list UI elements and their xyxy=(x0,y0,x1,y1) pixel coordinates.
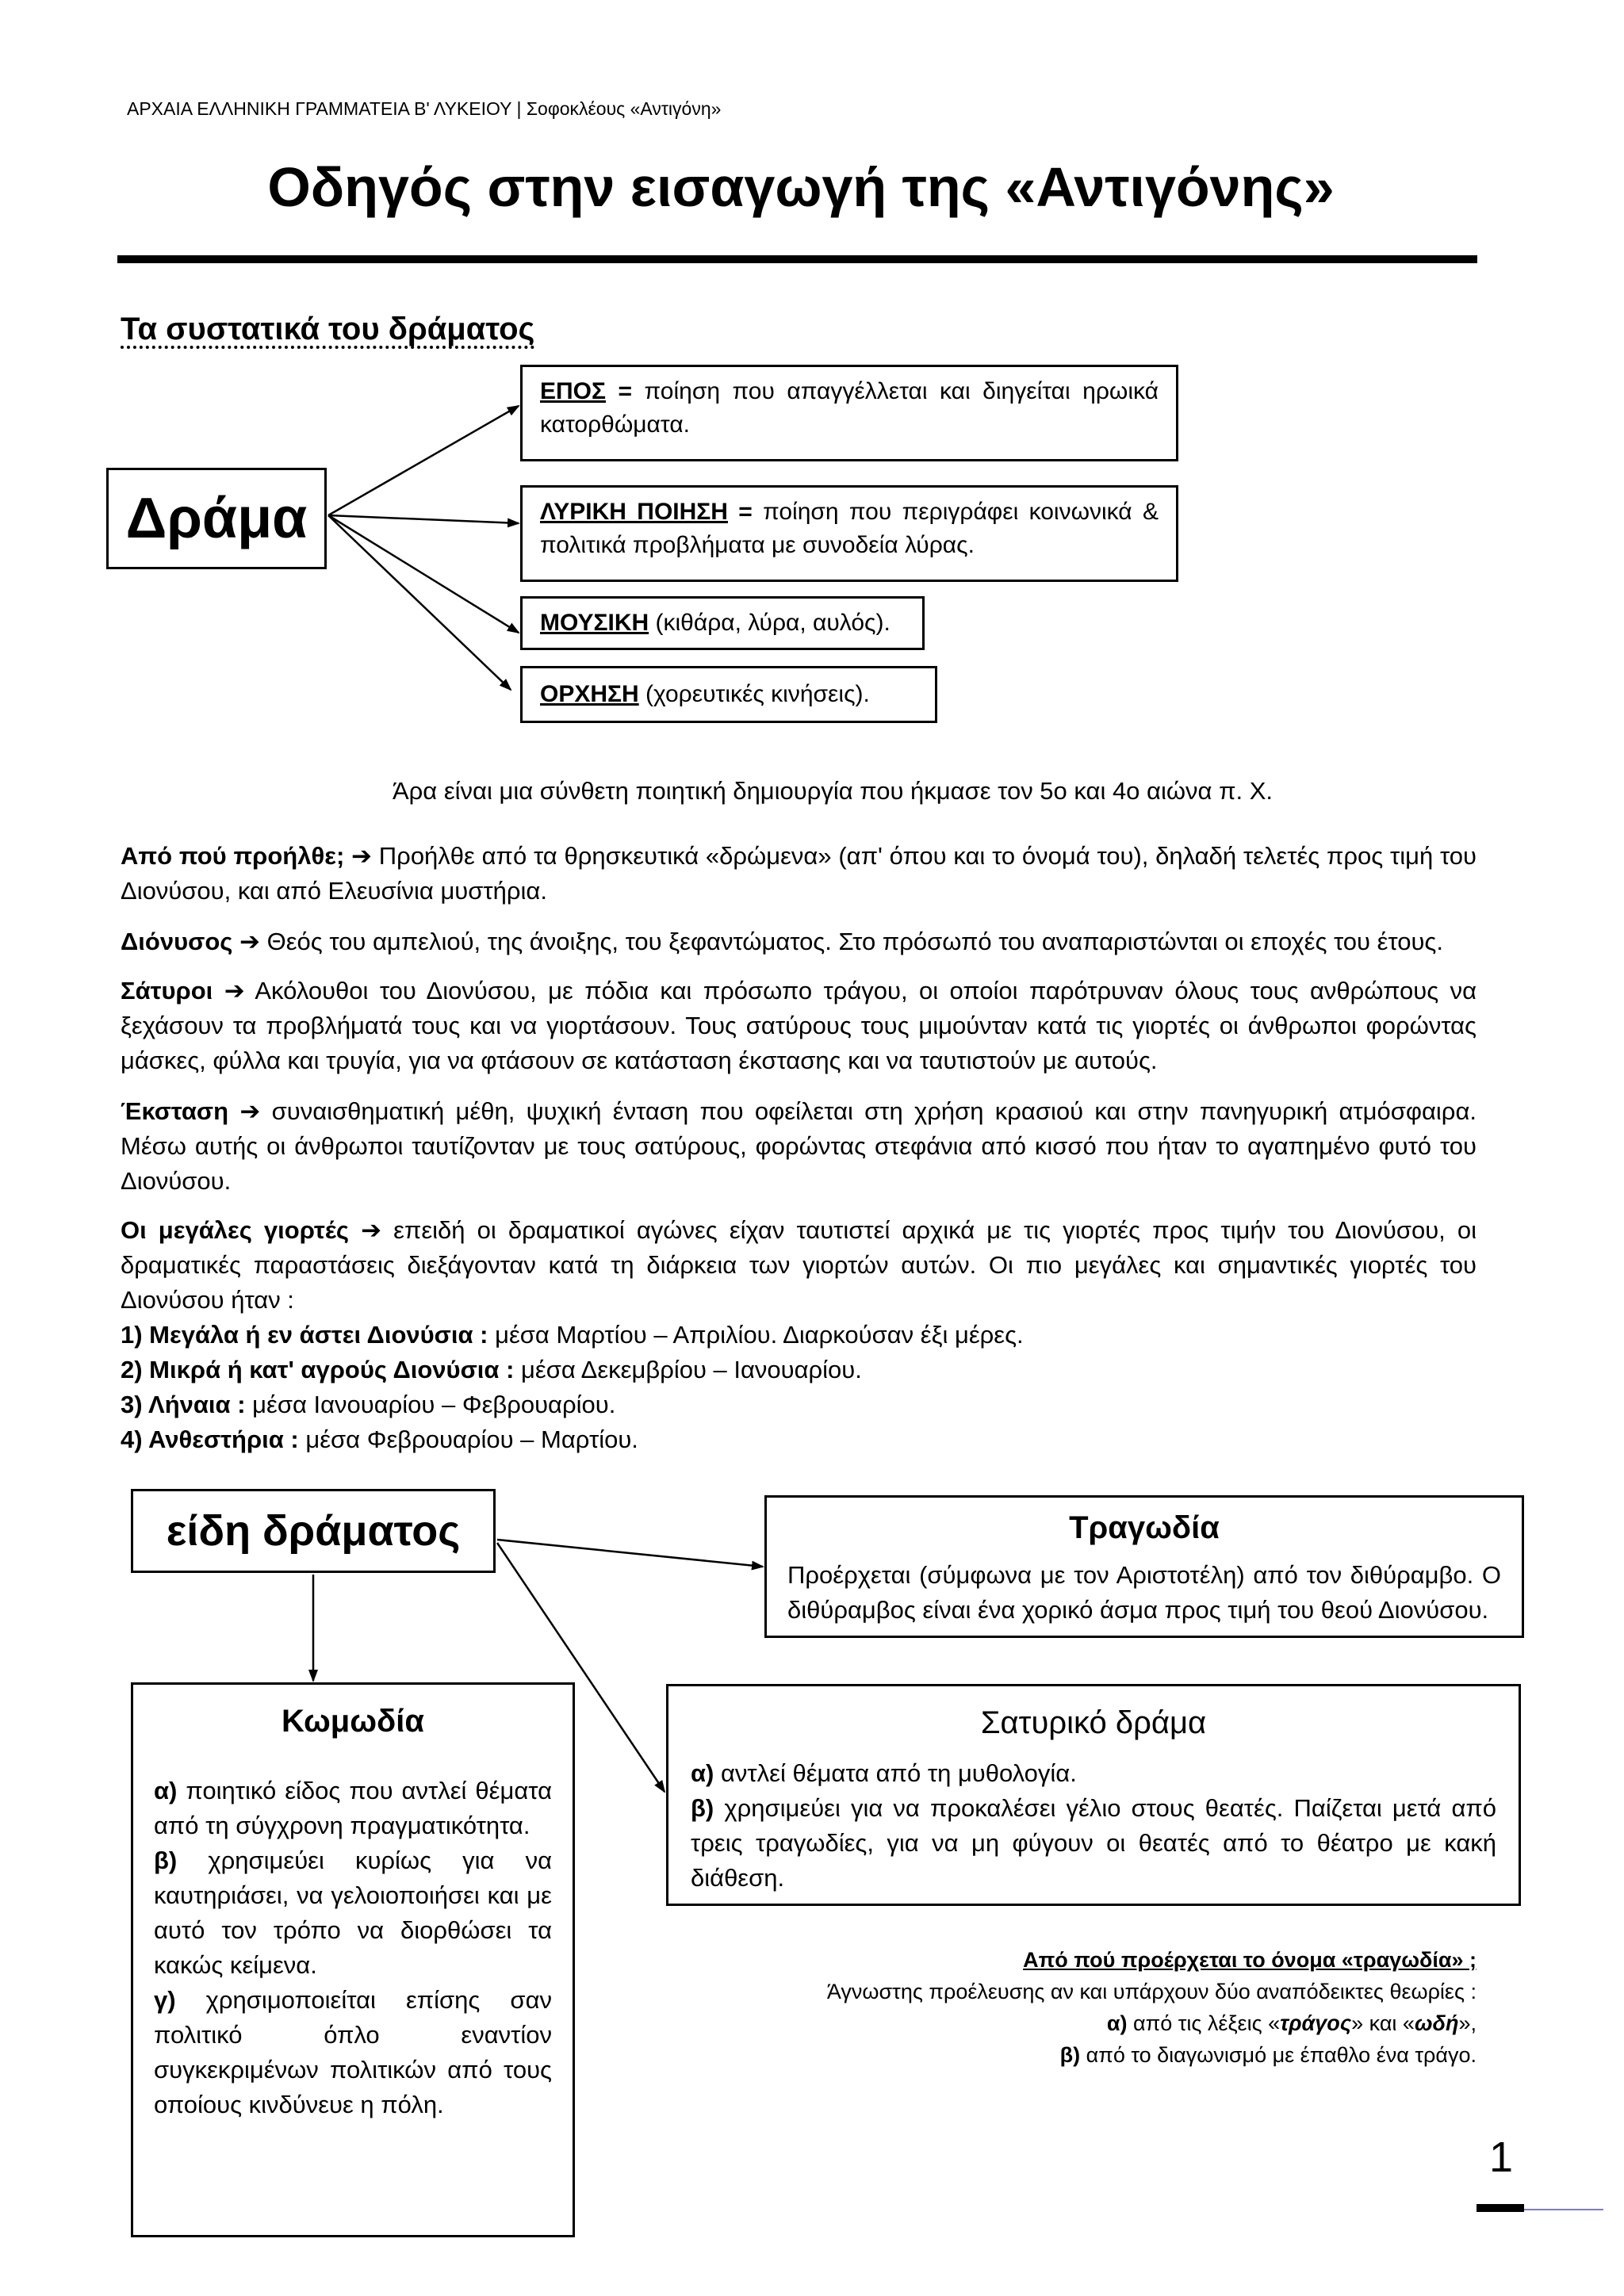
marker: γ) xyxy=(154,1986,176,2014)
text: » και « xyxy=(1351,2011,1415,2035)
arrow-icon: ➔ xyxy=(239,928,260,955)
term-epos: ΕΠΟΣ xyxy=(540,378,607,404)
arrow-icon: ➔ xyxy=(239,1097,261,1125)
summary-line: Άρα είναι μια σύνθετη ποιητική δημιουργία που ήκμασε τον 5ο και 4ο αιώνα π. Χ. xyxy=(392,777,1273,805)
comedy-item xyxy=(154,1983,552,2122)
origin-block xyxy=(714,1944,1477,2071)
satyr-title: Σατυρικό δράμα xyxy=(980,1705,1207,1740)
definition-epos: ποίηση που απαγγέλλεται και διηγείται ηρωικά κατορθώματα. xyxy=(540,378,1159,438)
paragraph-dionysus xyxy=(121,924,1477,959)
marker: α) xyxy=(154,1777,178,1804)
equals: = xyxy=(727,499,764,525)
arrow-to-dance xyxy=(328,515,511,690)
section-heading: Τα συστατικά του δράματος xyxy=(121,312,535,346)
paragraph-origin xyxy=(121,839,1477,909)
tragedy-text: Προέρχεται (σύμφωνα με τον Αριστοτέλη) από τον διθύραμβο. Ο διθύραμβος είναι ένα χορικό άσμα προς τιμή του θεού Διονύσου. xyxy=(787,1561,1501,1624)
label: Έκσταση xyxy=(121,1097,229,1125)
equals: = xyxy=(606,378,645,404)
footer-rule xyxy=(1477,2204,1524,2212)
arrow-icon: ➔ xyxy=(351,842,373,870)
festival-name: 2) Μικρά ή κατ' αγρούς Διονύσια : xyxy=(121,1356,515,1383)
page-title: Οδηγός στην εισαγωγή της «Αντιγόνης» xyxy=(267,156,1335,218)
satyr-item xyxy=(691,1791,1496,1896)
comedy-item xyxy=(154,1843,552,1983)
marker: α) xyxy=(1106,2011,1128,2035)
footer-rule-thin xyxy=(1524,2209,1603,2210)
term-dance: ΟΡΧΗΣΗ xyxy=(540,681,639,707)
festival-item xyxy=(121,1387,1477,1422)
comedy-item xyxy=(154,1774,552,1843)
arrow-to-tragedy xyxy=(497,1540,763,1567)
label: Από πού προήλθε; xyxy=(121,842,345,870)
term-lyric: ΛΥΡΙΚΗ ΠΟΙΗΣΗ xyxy=(540,499,728,525)
arrow-to-music xyxy=(328,515,519,633)
tragedy-box xyxy=(764,1495,1524,1638)
text: από τις λέξεις « xyxy=(1127,2011,1281,2035)
definition-dance: (χορευτικές κινήσεις). xyxy=(645,681,870,707)
festival-list xyxy=(121,1318,1477,1457)
festival-name: 1) Μεγάλα ή εν άστει Διονύσια : xyxy=(121,1321,488,1349)
marker: α) xyxy=(691,1759,714,1787)
festival-item xyxy=(121,1422,1477,1457)
text: από το διαγωνισμό με έπαθλο ένα τράγο. xyxy=(1080,2043,1477,2067)
text: Προήλθε από τα θρησκευτικά «δρώμενα» (απ' όπου και το όνομά του), δηλαδή τελετές προς τιμή του Διονύσου, και από Ελευσίνια μυστήρια. xyxy=(121,842,1477,905)
text: χρησιμεύει κυρίως για να καυτηριάσει, να γελοιοποιήσει και με αυτό τον τρόπο να διορθώσει τα κακώς κείμενα. xyxy=(154,1846,552,1979)
origin-theory-b xyxy=(714,2039,1477,2071)
festival-name: 3) Λήναια : xyxy=(121,1391,246,1418)
tragedy-title: Τραγωδία xyxy=(1069,1510,1220,1545)
text: συναισθηματική μέθη, ψυχική ένταση που οφείλεται στη χρήση κρασιού και στην πανηγυρική ατμόσφαιρα. Μέσω αυτής οι άνθρωποι ταυτίζονταν με τους σατύρους, φορώντας στεφάνια από κισσό που ήταν το αγαπημένο φυτό του Διονύσου. xyxy=(121,1097,1477,1195)
label: Οι μεγάλες γιορτές xyxy=(121,1216,349,1244)
arrow-to-lyric xyxy=(328,515,519,523)
festival-dates: μέσα Ιανουαρίου – Φεβρουαρίου. xyxy=(245,1391,616,1418)
text: Ακόλουθοι του Διονύσου, με πόδια και πρόσωπο τράγου, οι οποίοι παρότρυναν όλους τους ανθρώπους να ξεχάσουν τα προβλήματά τους και να γιορτάσουν. Τους σατύρους τους μιμούνταν κατά τις γιορτές οι άνθρωποι φορώντας μάσκες, φύλλα και τρυγία, για να φτάσουν σε κατάσταση έκστασης και να ταυτιστούν με αυτούς. xyxy=(121,977,1477,1074)
text: χρησιμοποιείται επίσης σαν πολιτικό όπλο εναντίον συγκεκριμένων πολιτικών από τους οποίους κινδύνευε η πόλη. xyxy=(154,1986,552,2118)
term-music: ΜΟΥΣΙΚΗ xyxy=(540,610,649,636)
origin-question: Από πού προέρχεται το όνομα «τραγωδία» ; xyxy=(1023,1948,1477,1972)
sep xyxy=(649,610,655,636)
word-tragos: τράγος xyxy=(1280,2011,1352,2035)
definition-music: (κιθάρα, λύρα, αυλός). xyxy=(655,610,891,636)
label: Διόνυσος xyxy=(121,928,233,955)
text: επειδή οι δραματικοί αγώνες είχαν ταυτιστεί αρχικά με τις γιορτές προς τιμήν του Διονύσου, οι δραματικές παραστάσεις διεξάγονταν κατά τη διάρκεια των γιορτών αυτών. Οι πιο μεγάλες και σημαντικές γιορτές του Διονύσου ήταν : xyxy=(121,1216,1477,1314)
component-dance xyxy=(520,666,937,723)
text: χρησιμεύει για να προκαλέσει γέλιο στους θεατές. Παίζεται μετά από τρεις τραγωδίες, για να μη φύγουν οι θεατές από το θέατρο με κακή διάθεση. xyxy=(691,1794,1496,1892)
component-music xyxy=(520,596,925,650)
satyr-item xyxy=(691,1756,1496,1791)
comedy-title: Κωμωδία xyxy=(282,1704,424,1739)
text: Θεός του αμπελιού, της άνοιξης, του ξεφαντώματος. Στο πρόσωπό του αναπαριστώνται οι εποχές του έτους. xyxy=(260,928,1443,955)
paragraph-satyrs xyxy=(121,974,1477,1078)
arrow-icon: ➔ xyxy=(224,977,245,1004)
sep xyxy=(639,681,645,707)
festival-dates: μέσα Φεβρουαρίου – Μαρτίου. xyxy=(298,1425,638,1453)
page-number: 1 xyxy=(1489,2133,1514,2181)
running-header: ΑΡΧΑΙΑ ΕΛΛΗΝΙΚΗ ΓΡΑΜΜΑΤΕΙΑ Β' ΛΥΚΕΙΟΥ | Σοφοκλέους «Αντιγόνη» xyxy=(127,98,722,119)
comedy-box xyxy=(131,1682,575,2237)
festival-dates: μέσα Δεκεμβρίου – Ιανουαρίου. xyxy=(514,1356,862,1383)
festival-dates: μέσα Μαρτίου – Απριλίου. Διαρκούσαν έξι μέρες. xyxy=(488,1321,1024,1349)
label: Σάτυροι xyxy=(121,977,213,1004)
marker: β) xyxy=(691,1794,714,1822)
component-epos xyxy=(520,365,1178,461)
word-odi: ωδή xyxy=(1414,2011,1459,2035)
paragraph-festivals xyxy=(121,1213,1477,1318)
text: ποιητικό είδος που αντλεί θέματα από τη σύγχρονη πραγματικότητα. xyxy=(154,1777,552,1839)
text: αντλεί θέματα από τη μυθολογία. xyxy=(714,1759,1077,1787)
origin-theory-a xyxy=(714,2007,1477,2039)
component-lyric xyxy=(520,485,1178,582)
drama-box: Δράμα xyxy=(106,468,327,569)
origin-intro: Άγνωστης προέλευσης αν και υπάρχουν δύο αναπόδεικτες θεωρίες : xyxy=(826,1980,1477,2003)
text: », xyxy=(1458,2011,1477,2035)
marker: β) xyxy=(154,1846,178,1874)
marker: β) xyxy=(1059,2043,1081,2067)
festival-item xyxy=(121,1353,1477,1387)
paragraph-ecstasy xyxy=(121,1094,1477,1199)
genres-box: είδη δράματος xyxy=(131,1489,496,1573)
arrow-to-epos xyxy=(328,406,519,515)
festival-item xyxy=(121,1318,1477,1353)
festival-name: 4) Ανθεστήρια : xyxy=(121,1425,299,1453)
satyr-box xyxy=(666,1684,1521,1906)
definition-lyric: ποίηση που περιγράφει κοινωνικά & πολιτικά προβλήματα με συνοδεία λύρας. xyxy=(540,499,1159,558)
arrow-icon: ➔ xyxy=(361,1216,382,1244)
